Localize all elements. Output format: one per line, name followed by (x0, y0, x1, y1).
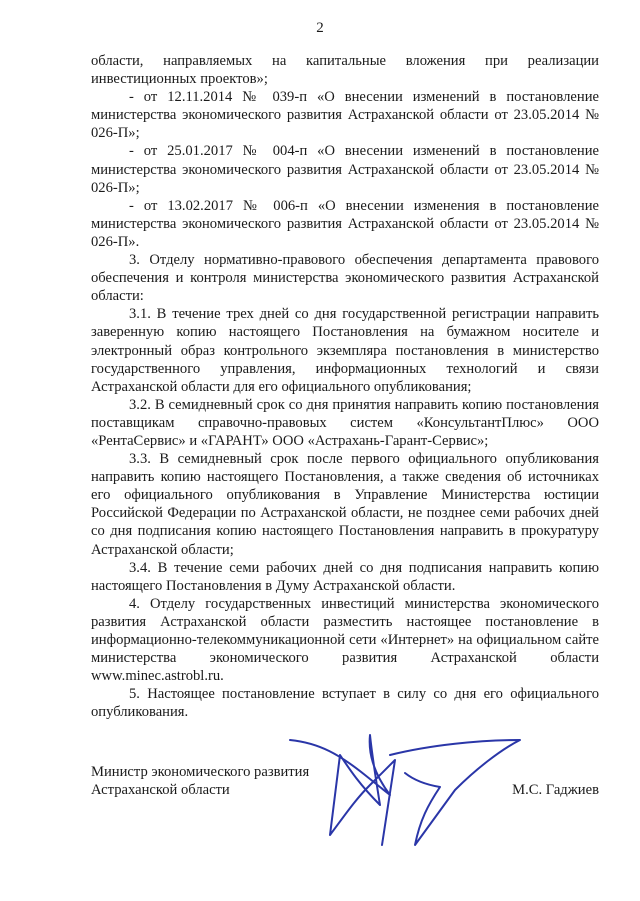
page-number: 2 (316, 20, 324, 36)
paragraph: 3.3. В семидневный срок после первого официального опубликования направить копию настоящего Постановления, а также сведения об источниках его официального опубликования в Управление Министерства юстиции Российской Федерации по Астраханской области, не позднее семи рабочих дней со дня подписания копию настоящего Постановления направить в прокуратуру Астраханской области; (91, 451, 599, 558)
document-body (91, 52, 599, 721)
paragraph: - от 12.11.2014 № 039-п «О внесении изменений в постановление министерства экономического развития Астраханской области от 23.05.2014 № 026-П»; (91, 89, 599, 142)
paragraph: - от 25.01.2017 № 004-п «О внесении изменений в постановление министерства экономического развития Астраханской области от 23.05.2014 № 026-П»; (91, 143, 599, 196)
paragraph: 3.2. В семидневный срок со дня принятия направить копию постановления поставщикам справочно-правовых систем «КонсультантПлюс» ООО «РентаСервис» и «ГАРАНТ» ООО «Астрахань-Гарант-Сервис»; (91, 396, 599, 449)
paragraph: 3. Отделу нормативно-правового обеспечения департамента правового обеспечения и контроля министерства экономического развития Астраханской области: (91, 252, 599, 305)
paragraph: 4. Отделу государственных инвестиций министерства экономического развития Астраханской области разместить настоящее постановление в информационно-телекоммуникационной сети «Интернет» на официальном сайте министерства экономического развития Астраханской области www.minec.astrobl.ru. (91, 595, 599, 685)
handwritten-signature (280, 715, 540, 855)
paragraph: 3.4. В течение семи рабочих дней со дня подписания направить копию настоящего Постановления в Думу Астраханской области. (91, 559, 599, 594)
signatory-name: М.С. Гаджиев (512, 782, 599, 798)
paragraph: - от 13.02.2017 № 006-п «О внесении изменения в постановление министерства экономического развития Астраханской области от 23.05.2014 № 026-П». (91, 197, 599, 250)
position-line: Астраханской области (91, 782, 230, 799)
position-line: Министр экономического развития (91, 764, 310, 780)
paragraph: 3.1. В течение трех дней со дня государственной регистрации направить заверенную копию настоящего Постановления на бумажном носителе и электронный образ контрольного экземпляра постановления в министерство государственного управления, информационных технологий и связи Астраханской области для его официального опубликования; (91, 306, 599, 395)
paragraph: области, направляемых на капитальные вложения при реализации инвестиционных проектов»; (91, 53, 599, 88)
paragraph: 5. Настоящее постановление вступает в силу со дня его официального опубликования. (91, 686, 599, 721)
signatory-position (91, 763, 309, 799)
